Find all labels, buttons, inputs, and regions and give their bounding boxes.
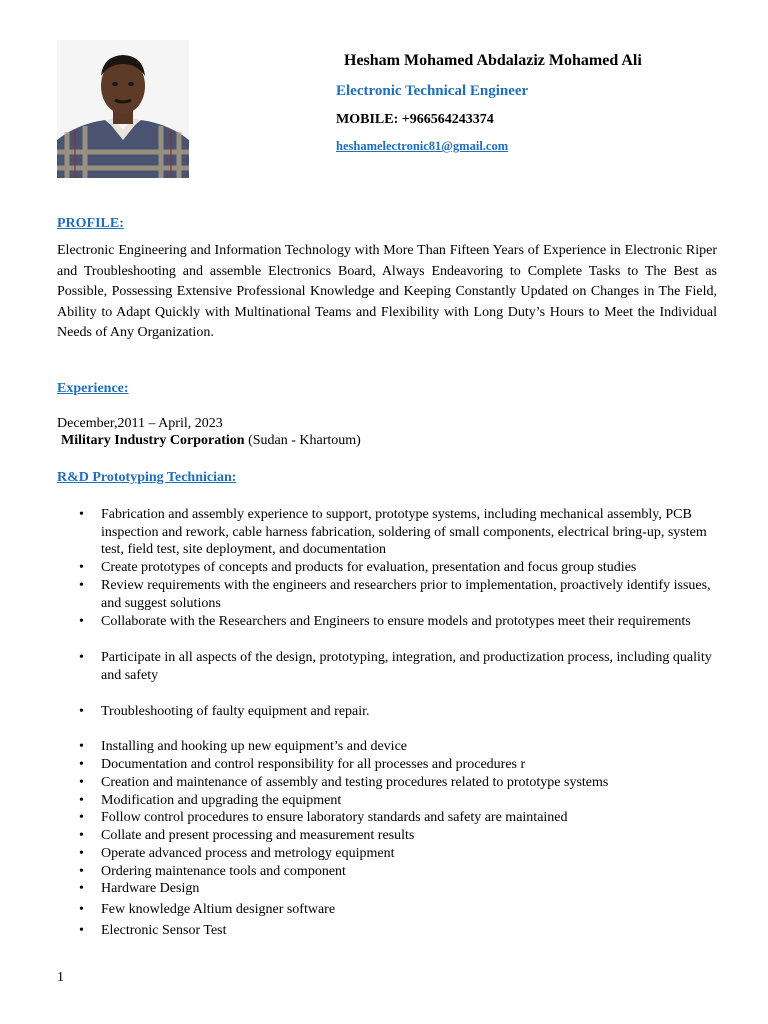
list-item: • Collaborate with the Researchers and Engineers to ensure models and prototypes meet their requirements (101, 613, 719, 631)
company-name: Military Industry Corporation (61, 433, 245, 448)
list-item: • Modification and upgrading the equipment (101, 792, 719, 810)
list-item: • Documentation and control responsibility for all processes and procedures r (101, 756, 719, 774)
list-item: • Fabrication and assembly experience to support, prototype systems, including mechanical assembly, PCB inspection and rework, cable harness fabrication, soldering of small components, electrical bring-up, system test, field test, site deployment, and documentation (101, 506, 719, 559)
list-item: • Troubleshooting of faulty equipment and repair. (101, 703, 719, 721)
list-item: • Collate and present processing and measurement results (101, 827, 719, 845)
list-item: • Participate in all aspects of the design, prototyping, integration, and productization process, including quality and safety (101, 649, 719, 684)
email-link[interactable]: heshamelectronic81@gmail.com (336, 139, 509, 153)
list-item: • Electronic Sensor Test (101, 922, 719, 940)
employment-dates: December,2011 – April, 2023 (57, 416, 223, 431)
employer (61, 433, 361, 449)
profile-text: Electronic Engineering and Information Technology with More Than Fifteen Years of Experience in Electronic Riper and Troubleshooting and assemble Electronics Board, Always Endeavoring to Complete Tasks to The Best as Possible, Possessing Extensive Professional Knowledge and Keeping Constantly Updated on Changes in The Field, Ability to Adapt Quickly with Multinational Teams and Flexibility with Long Duty’s Hours to Meet the Individual Needs of Any Organization. (57, 243, 717, 340)
candidate-name: Hesham Mohamed Abdalaziz Mohamed Ali (344, 52, 642, 69)
page-number: 1 (57, 970, 64, 985)
profile-photo (57, 40, 189, 178)
list-item: • Review requirements with the engineers and researchers prior to implementation, proactively identify issues, and suggest solutions (101, 577, 719, 612)
profile-heading: PROFILE: (57, 216, 124, 231)
list-item: • Operate advanced process and metrology equipment (101, 845, 719, 863)
list-item: • Ordering maintenance tools and component (101, 863, 719, 881)
list-item: • Create prototypes of concepts and products for evaluation, presentation and focus group studies (101, 559, 719, 577)
experience-heading: Experience: (57, 381, 129, 396)
list-item: • Follow control procedures to ensure laboratory standards and safety are maintained (101, 809, 719, 827)
job-title: Electronic Technical Engineer (336, 83, 529, 99)
role-heading: R&D Prototyping Technician: (57, 470, 237, 485)
list-item: • Few knowledge Altium designer software (101, 901, 719, 919)
list-item: • Installing and hooking up new equipment’s and device (101, 738, 719, 756)
mobile-number: MOBILE: +966564243374 (336, 112, 494, 127)
company-location: (Sudan - Khartoum) (244, 433, 361, 448)
list-item: • Creation and maintenance of assembly and testing procedures related to prototype systems (101, 774, 719, 792)
list-item: • Hardware Design (101, 880, 719, 898)
